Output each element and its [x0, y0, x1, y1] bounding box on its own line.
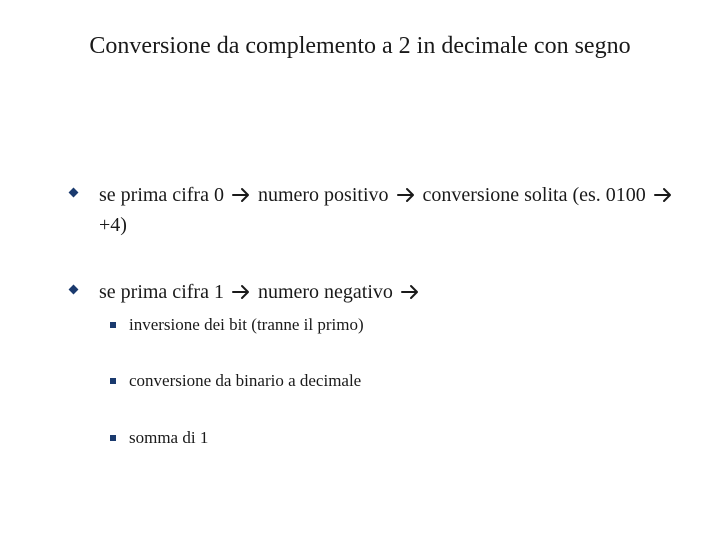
bullet-positive-condition: se prima cifra 0 [99, 184, 224, 206]
bullet-negative [70, 277, 700, 307]
slide-title: Conversione da complemento a 2 in decimale con segno [89, 33, 631, 59]
sub-item [110, 426, 700, 450]
right-arrow-icon [400, 284, 420, 300]
sub-item [110, 313, 700, 337]
square-bullet-icon [110, 322, 116, 328]
sub-item [110, 369, 700, 393]
bullet-positive [70, 180, 700, 240]
bullet-negative-condition: se prima cifra 1 [99, 281, 224, 303]
bullet-positive-action: conversione solita (es. 0100 [422, 184, 646, 206]
right-arrow-icon [396, 187, 416, 203]
bullet-positive-result: numero positivo [257, 184, 389, 206]
bullet-positive-example: +4) [99, 214, 127, 236]
sub-item-text: somma di 1 [129, 428, 209, 447]
square-bullet-icon [110, 378, 116, 384]
bullet-negative-text [99, 277, 700, 307]
bullet-negative-result: numero negativo [257, 281, 393, 303]
right-arrow-icon [653, 187, 673, 203]
bullet-positive-text [99, 180, 700, 240]
square-bullet-icon [110, 435, 116, 441]
diamond-bullet-icon [69, 285, 79, 295]
sub-item-text: conversione da binario a decimale [129, 371, 362, 390]
right-arrow-icon [231, 187, 251, 203]
sub-item-text: inversione dei bit (tranne il primo) [129, 315, 364, 334]
diamond-bullet-icon [69, 188, 79, 198]
right-arrow-icon [231, 284, 251, 300]
